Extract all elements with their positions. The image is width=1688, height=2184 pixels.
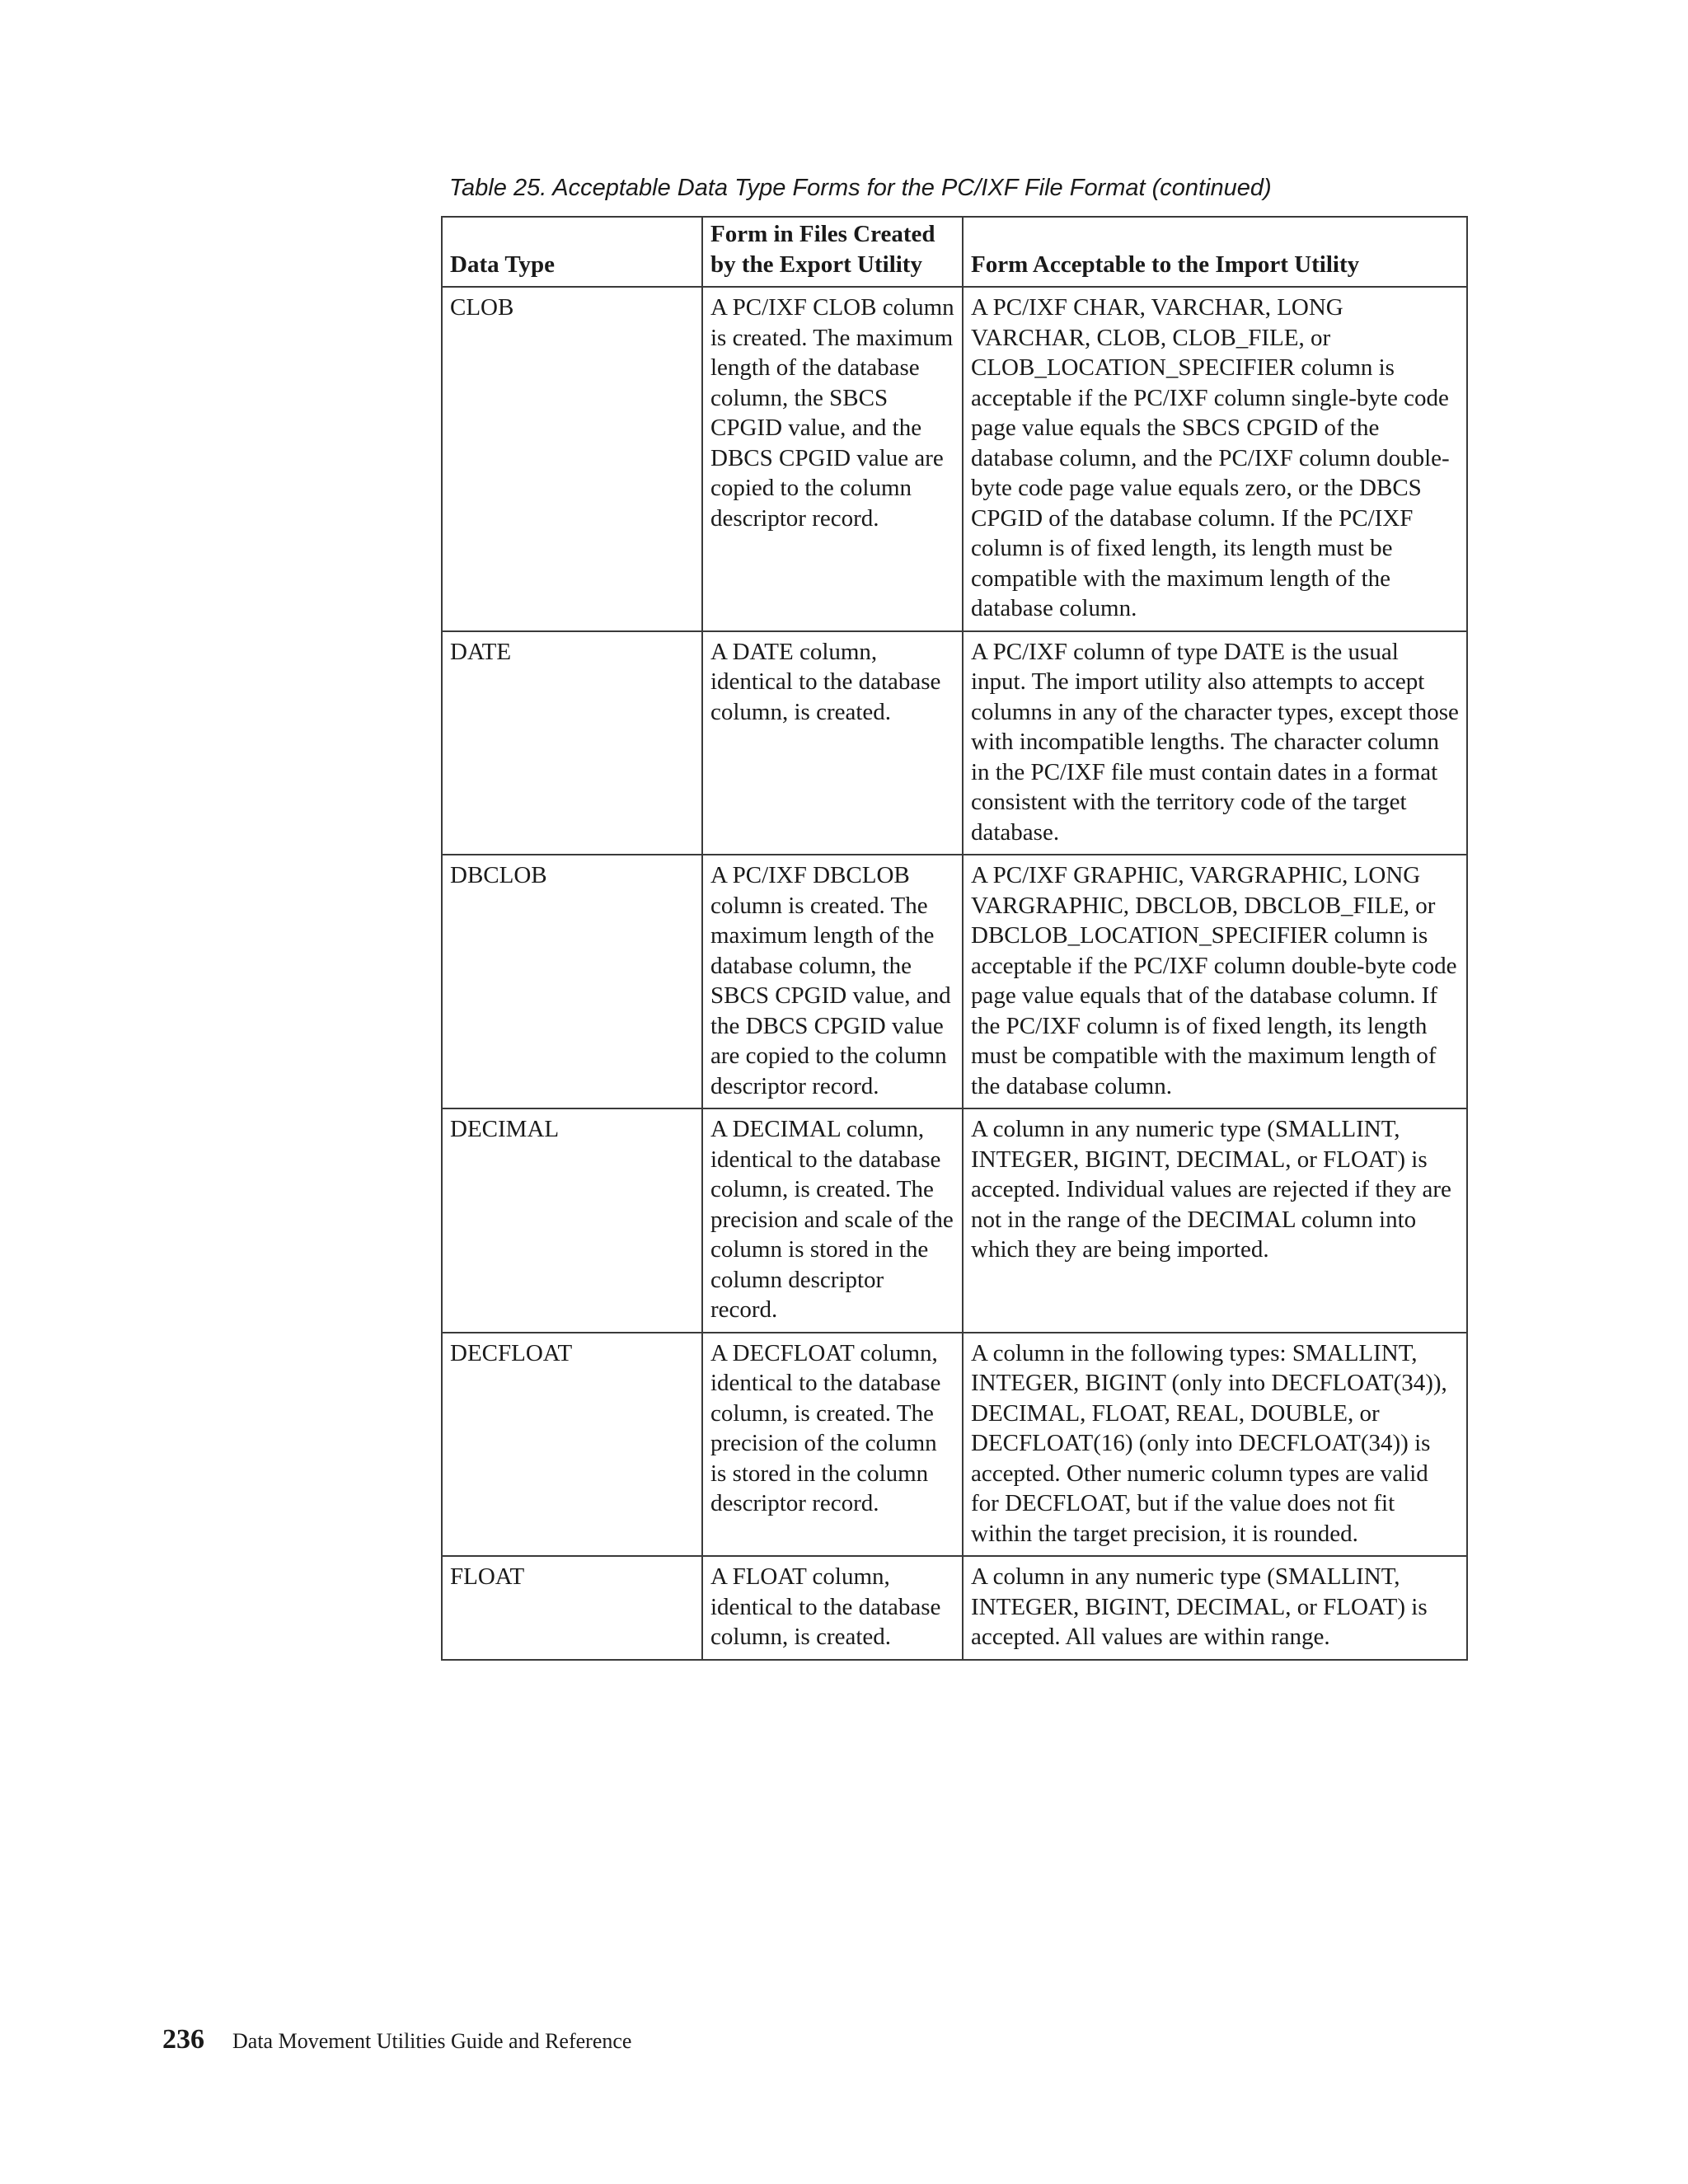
cell-export-form: A FLOAT column, identical to the database column, is created. [702, 1556, 963, 1660]
cell-export-form: A PC/IXF DBCLOB column is created. The maximum length of the database column, the SBCS CPGID value, and the DBCS CPGID value are copied to the column descriptor record. [702, 855, 963, 1108]
cell-import-form: A PC/IXF GRAPHIC, VARGRAPHIC, LONG VARGRAPHIC, DBCLOB, DBCLOB_FILE, or DBCLOB_LOCATION_SPECIFIER column is acceptable if the PC/IXF column double-byte code page value equals that of the database column. If the PC/IXF column is of fixed length, its length must be compatible with the maximum length of the database column. [963, 855, 1467, 1108]
header-export-form: Form in Files Created by the Export Utility [702, 217, 963, 287]
table-row [442, 855, 1467, 1108]
cell-import-form: A PC/IXF column of type DATE is the usual input. The import utility also attempts to accept columns in any of the character types, except those with incompatible lengths. The character column in the PC/IXF file must contain dates in a format consistent with the territory code of the target database. [963, 631, 1467, 855]
cell-import-form: A column in any numeric type (SMALLINT, INTEGER, BIGINT, DECIMAL, or FLOAT) is accepted. Individual values are rejected if they are not in the range of the DECIMAL column into which they are being imported. [963, 1108, 1467, 1333]
cell-import-form: A column in any numeric type (SMALLINT, INTEGER, BIGINT, DECIMAL, or FLOAT) is accepted. All values are within range. [963, 1556, 1467, 1660]
cell-import-form: A column in the following types: SMALLINT, INTEGER, BIGINT (only into DECFLOAT(34)), DECIMAL, FLOAT, REAL, DOUBLE, or DECFLOAT(16) (only into DECFLOAT(34)) is accepted. Other numeric column types are valid for DECFLOAT, but if the value does not fit within the target precision, it is rounded. [963, 1333, 1467, 1557]
table-row [442, 1556, 1467, 1660]
cell-export-form: A DATE column, identical to the database column, is created. [702, 631, 963, 855]
header-data-type: Data Type [442, 217, 702, 287]
page-footer [162, 2024, 631, 2055]
cell-data-type: CLOB [442, 287, 702, 631]
cell-export-form: A DECIMAL column, identical to the database column, is created. The precision and scale of the column is stored in the column descriptor record. [702, 1108, 963, 1333]
cell-data-type: DATE [442, 631, 702, 855]
cell-import-form: A PC/IXF CHAR, VARCHAR, LONG VARCHAR, CLOB, CLOB_FILE, or CLOB_LOCATION_SPECIFIER column is acceptable if the PC/IXF column single-byte code page value equals the SBCS CPGID of the database column, and the PC/IXF column double-byte code page value equals zero, or the DBCS CPGID of the database column. If the PC/IXF column is of fixed length, its length must be compatible with the maximum length of the database column. [963, 287, 1467, 631]
cell-data-type: FLOAT [442, 1556, 702, 1660]
table-row [442, 1333, 1467, 1557]
page-number: 236 [162, 2024, 204, 2055]
table-caption: Table 25. Acceptable Data Type Forms for the PC/IXF File Format (continued) [449, 175, 1272, 201]
header-import-form: Form Acceptable to the Import Utility [963, 217, 1467, 287]
table-row [442, 287, 1467, 631]
cell-export-form: A PC/IXF CLOB column is created. The maximum length of the database column, the SBCS CPGID value, and the DBCS CPGID value are copied to the column descriptor record. [702, 287, 963, 631]
cell-export-form: A DECFLOAT column, identical to the database column, is created. The precision of the column is stored in the column descriptor record. [702, 1333, 963, 1557]
table-row [442, 631, 1467, 855]
table-header-row [442, 217, 1467, 287]
book-title: Data Movement Utilities Guide and Reference [232, 2029, 632, 2053]
cell-data-type: DECIMAL [442, 1108, 702, 1333]
cell-data-type: DBCLOB [442, 855, 702, 1108]
table-row [442, 1108, 1467, 1333]
data-type-forms-table [441, 216, 1468, 1661]
cell-data-type: DECFLOAT [442, 1333, 702, 1557]
